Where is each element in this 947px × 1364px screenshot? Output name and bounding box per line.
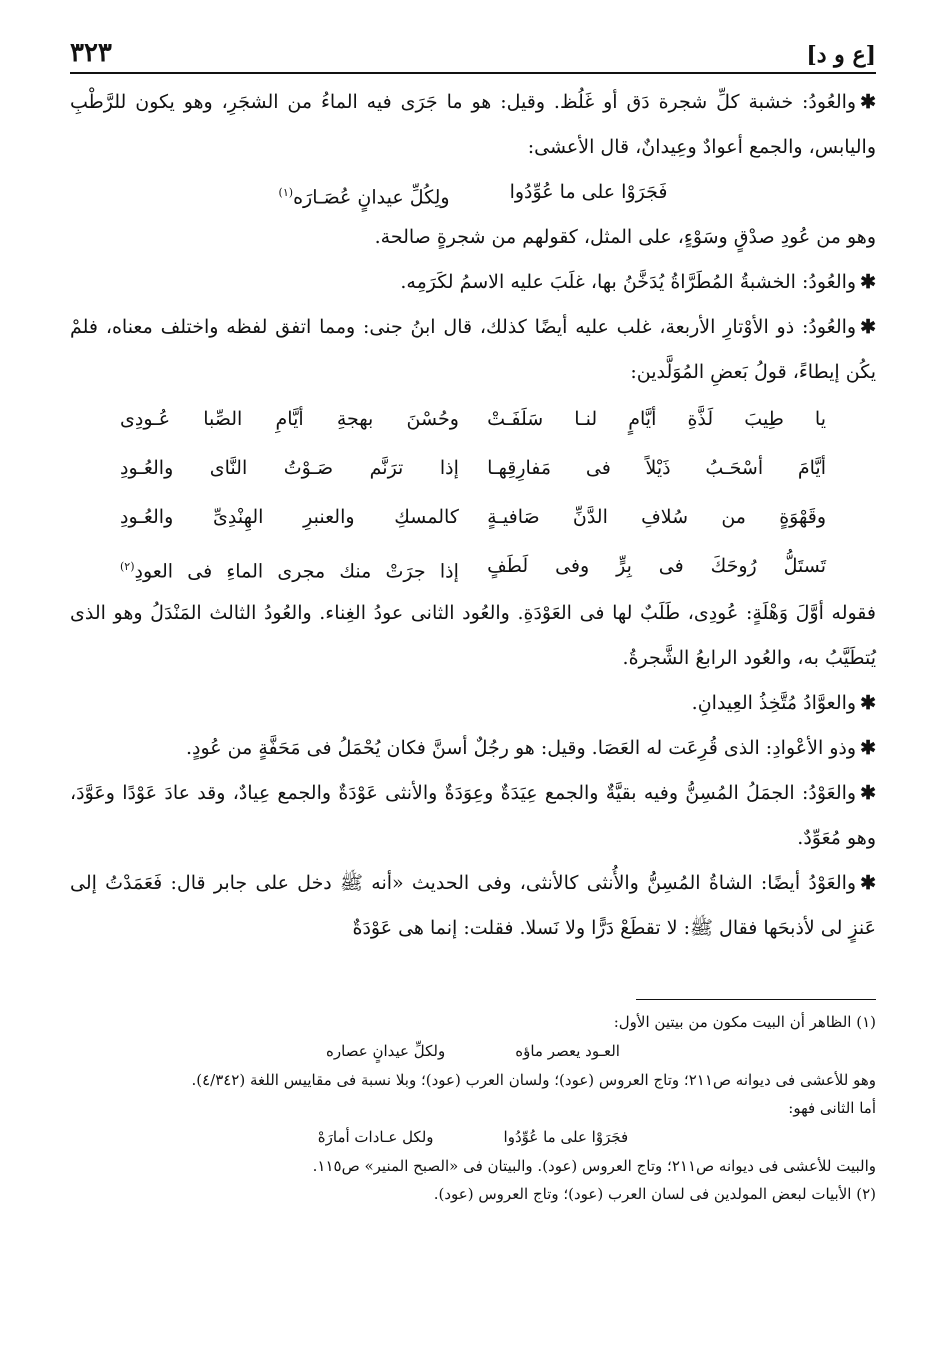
entry-body — [70, 80, 876, 951]
verse-second-hemistich: ولِكُلِّ عيدانٍ عُصَـارَه$^{(١)}$ — [278, 186, 450, 209]
footnote-1-source-2: والبيت للأعشى فى ديوانه ص٢١١؛ وتاج العروس (عود). والبيتان فى «الصبح المنير» ص١١٥. — [312, 1157, 876, 1175]
asterisk-icon: ✱ — [860, 692, 876, 714]
poem-line: وقَهْوَةٍ من سُلافِ الدَّنِّ صَافيـةٍ كالمسكِ والعنبرِ الهِنْدِىِّ والعُـودِ — [120, 506, 826, 528]
footnote-1-second: أما الثانى فهو: — [788, 1099, 876, 1117]
paragraph-7: ✱وذو الأعْوادِ: الذى قُرِعَت له العَصَا. وقيل: هو رجُلٌ أسنَّ فكان يُحْمَلُ فى مَحَفَّةٍ من عُودٍ. — [185, 737, 876, 759]
paragraph-9: ✱والعَوْدُ أيضًا: الشاةُ المُسِنُّ والأُنثى كالأنثى، وفى الحديث «أنه ﷺ دخل على جابر قال: فَعَمَدْتُ إلى عَنزٍ لى لأذبحَها فقال ﷺ: لا تقطَعْ دَرًّا ولا نَسلا. فقلت: إنما هى عَوْدَةٌ — [70, 872, 876, 939]
paragraph-4: ✱والعُودُ: ذو الأوْتارِ الأربعة، غلب عليه أيضًا كذلك، قال ابنُ جنى: ومما اتفق لفظه واختلف معناه، فلمْ يكُن إيطاءً، قولُ بَعضِ المُوَلَّدين: — [70, 316, 876, 383]
paragraph-1: ✱والعُودُ: خشبة كلِّ شجرة دَق أو غَلُظ. وقيل: هو ما جَرَى فيه الماءُ من الشجَرِ، وهو يكون للرَّطْبِ واليابس، والجمع أعوادٌ وعِيدانٌ، قال الأعشى: — [70, 91, 876, 158]
footnote-1-verse: العـود يعصر ماؤه ولكلِّ عيدانٍ عصاره — [326, 1042, 620, 1060]
asterisk-icon: ✱ — [860, 782, 876, 804]
poem-line: أيَّامَ أسْحَـبُ ذَيْلاً فى مَفارِقِهـا إذا ترَنَّم صَـوْتُ النَّاى والعُـودِ — [120, 457, 826, 479]
paragraph-5: فقوله أوَّلَ وَهْلَةٍ: عُودِى، طَلَبٌ لها فى العَوْدَةِ. والعُود الثانى عودُ الغِناء. والعُودُ الثالث المَنْدَلُ وهو الذى يُتطَيَّبُ به، والعُود الرابعُ الشَّجرةُ. — [70, 602, 876, 669]
verse-alasha — [70, 170, 876, 215]
footnote-ref-1: (١) — [278, 186, 294, 199]
page-header — [70, 28, 876, 74]
paragraph-8: ✱والعَوْدُ: الجمَلُ المُسِنُّ وفيه بقيَّةٌ والجمع عِيَدَةٌ وعِوَدَةٌ والأنثى عَوْدَةٌ والجمع عِيادٌ، وقد عادَ عَوْدًا وعَوَّدَ، وهو مُعَوِّدٌ. — [70, 782, 876, 849]
footnotes — [70, 1008, 876, 1208]
page-number: ٣٢٣ — [70, 38, 112, 68]
asterisk-icon: ✱ — [860, 91, 876, 113]
poem-line: تَستَلُّ رُوحَكَ فى بِرٍّ وفى لَطَفٍ إذا جرَتْ منك مجرى الماءِ فى العودِ$^{(٢)}$ — [120, 555, 826, 583]
asterisk-icon: ✱ — [860, 872, 876, 894]
paragraph-6: ✱والعوَّادُ مُتَّخِذُ العِيدانِ. — [691, 692, 876, 714]
asterisk-icon: ✱ — [860, 271, 876, 293]
footnote-ref-2: (٢) — [120, 560, 135, 573]
footnote-1-verse-2: فجَرَوْا على ما عُوِّدُوا ولكل عـادات أمارَهْ — [317, 1128, 629, 1146]
footnote-divider — [636, 999, 876, 1000]
asterisk-icon: ✱ — [860, 737, 876, 759]
paragraph-2: وهو من عُودِ صدْقٍ وسَوْءٍ، على المثل، كقولهم من شجرةٍ صالحة. — [374, 226, 876, 248]
paragraph-3: ✱والعُودُ: الخشبةُ المُطَرَّاةُ يُدَخَّنُ بها، غلَبَ عليه الاسمُ لكَرَمِه. — [400, 271, 876, 293]
footnote-2: (٢) الأبيات لبعض المولدين فى لسان العرب (عود)؛ وتاج العروس (عود). — [433, 1185, 876, 1203]
poem-line: يا طِيبَ لَذَّةِ أيَّامٍ لنـا سَلَفَـتْ وحُسْنَ بهجةِ أيَّامِ الصِّبا عُـودِى — [120, 408, 826, 430]
footnote-1-intro: (١) الظاهر أن البيت مكون من بيتين الأول: — [613, 1013, 876, 1031]
verse-first-hemistich: فَجَرَوْا على ما عُوِّدُوا — [509, 181, 668, 203]
footnote-1-source: وهو للأعشى فى ديوانه ص٢١١؛ وتاج العروس (عود)؛ ولسان العرب (عود)؛ وبلا نسبة فى مقاييس اللغة (٤/٣٤٢). — [191, 1071, 876, 1089]
root-letters: [ع و د] — [806, 42, 876, 68]
poem — [120, 395, 826, 591]
dictionary-page — [70, 28, 876, 1208]
asterisk-icon: ✱ — [860, 316, 876, 338]
